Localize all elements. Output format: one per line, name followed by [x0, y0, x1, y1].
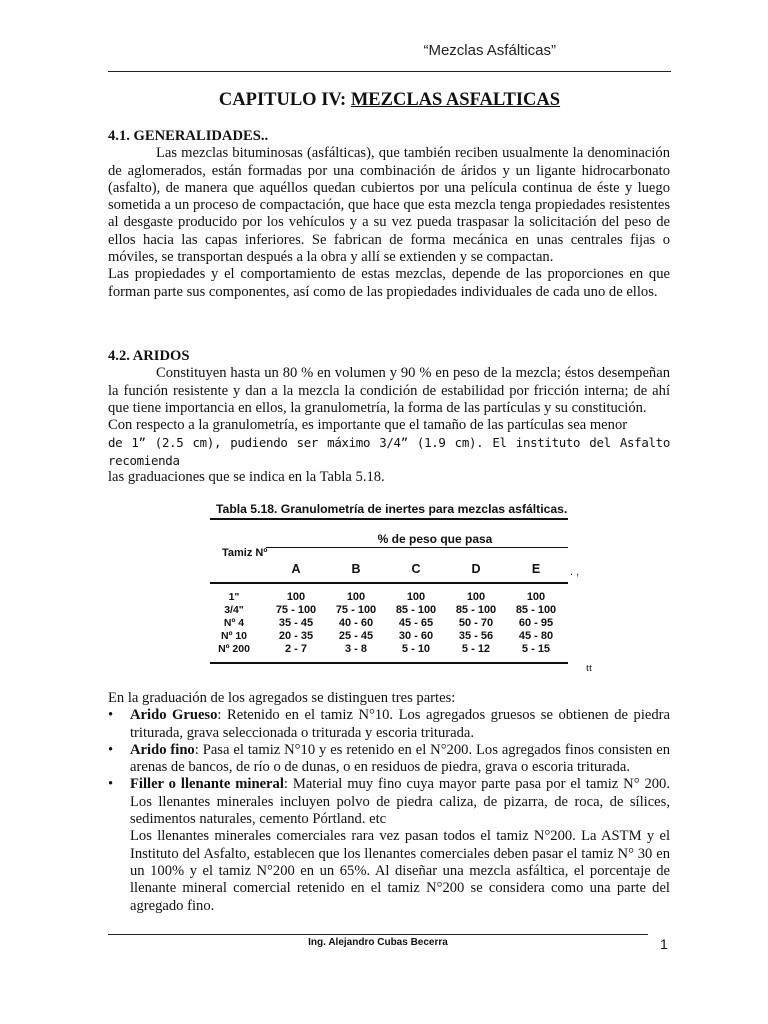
table-row-header: Tamiz Nº: [222, 547, 268, 559]
paragraph: Con respecto a la granulometría, es importante que el tamaño de las partículas sea menor: [108, 417, 628, 434]
list-item-text: : Pasa el tamiz N°10 y es retenido en el N°200. Los agregados finos consisten en arenas de bancos, de río o de dunas, o en residuos de piedra, grava o escoria triturada.: [130, 741, 670, 776]
table-cell: 100: [526, 591, 546, 603]
chapter-prefix: CAPITULO IV:: [218, 90, 351, 110]
table-trailing-mark: . ,: [570, 566, 580, 578]
bullet-icon: •: [108, 707, 114, 724]
table-cell: 50 - 70: [458, 617, 494, 629]
table-column-header: B: [351, 562, 361, 576]
section-agregados: [108, 690, 670, 915]
footer-author: Ing. Alejandro Cubas Becerra: [308, 937, 448, 948]
list-item-term: Arido fino: [130, 741, 195, 758]
table-cell: 100: [466, 591, 486, 603]
paragraph: Las propiedades y el comportamiento de estas mezclas, depende de las proporciones en que forman parte sus componentes, así como de las propiedades individuales de cada uno de ellos.: [108, 266, 670, 300]
table-cell: 100: [406, 591, 426, 603]
table-cell: 75 - 100: [275, 604, 317, 616]
table-cell: 85 - 100: [515, 604, 557, 616]
table-cell: 5 - 12: [461, 643, 491, 655]
paragraph-line: las graduaciones que se indica en la Tabla 5.18.: [108, 469, 385, 486]
table-cell: 5 - 10: [401, 643, 431, 655]
table-cell: 45 - 80: [518, 630, 554, 642]
table-cell: 85 - 100: [455, 604, 497, 616]
table-cell: 25 - 45: [338, 630, 374, 642]
table-cell: 85 - 100: [395, 604, 437, 616]
bullet-icon: •: [108, 776, 114, 793]
table-subheader: % de peso que pasa: [377, 532, 493, 546]
footer-rule: [108, 934, 648, 935]
table-row-label: 1": [228, 591, 240, 603]
section-heading: 4.1. GENERALIDADES..: [108, 128, 269, 144]
paragraph-line: de 1” (2.5 cm), pudiendo ser máximo 3/4” (1.9 cm). El instituto del Asfalto recomienda: [108, 435, 670, 468]
table-row-label: 3/4": [224, 604, 244, 616]
paragraph: Constituyen hasta un 80 % en volumen y 90 % en peso de la mezcla; éstos desempeñan la función resistente y dan a la mezcla la condición de estabilidad por fricción interna; de ahí que tiene importancia en ellos, la granulometría, la forma de las partículas y su constitución.: [108, 365, 670, 416]
table-cell: 100: [346, 591, 366, 603]
table-rule: [210, 518, 568, 520]
list-item-text: : Retenido en el tamiz N°10. Los agregados gruesos se obtienen de piedra triturada, grava seleccionada o triturada y escoria triturada.: [130, 707, 670, 741]
table-cell: 45 - 65: [398, 617, 434, 629]
list-item-extra: Los llenantes minerales comerciales rara vez pasan todos el tamiz N°200. La ASTM y el Instituto del Asfalto, establecen que los llenantes comerciales deben pasar el tamiz N° 30 en un 100% y el tamiz N°200 en un 65%. Al diseñar una mezcla asfáltica, el porcentaje de llenante mineral comercial retenido en el tamiz N°200 se considera como una parte del agregado fino.: [130, 828, 670, 914]
table-cell: 40 - 60: [338, 617, 374, 629]
header-rule: [108, 71, 671, 72]
list-item: [108, 742, 670, 777]
table-row-label: Nº 10: [220, 630, 247, 642]
list-item-text: : Material muy fino cuya mayor parte pasa por el tamiz N° 200. Los llenantes minerales incluyen polvo de piedra caliza, de pizarra, de roca, de sílices, sedimentos naturales, cemento Pórtland. etc: [130, 776, 670, 828]
table-cell: 5 - 15: [521, 643, 551, 655]
table-title: Tabla 5.18. Granulometría de inertes para mezclas asfálticas.: [216, 502, 568, 516]
table-cell: 2 - 7: [284, 643, 307, 655]
table-rule: [210, 582, 568, 584]
bullet-list: [108, 707, 670, 915]
granulometry-table-figure: [210, 494, 582, 670]
paragraph: Las mezclas bituminosas (asfálticas), que también reciben usualmente la denominación de aglomerados, están formadas por una combinación de áridos y un ligante hidrocarbonato (asfalto), de manera que aquéllos quedan cubiertos por una película continua de éste y luego sometida a un proceso de compactación, que hace que esta mezcla tenga propiedades resistentes al desgaste producido por los vehículos y a su vez pueda traspasar la solicitación del peso de ellos hacia las capas inferiores. Se fabrican de forma mecánica en unas centrales fijas o móviles, se transportan después a la obra y allí se extienden y se compactan.: [108, 145, 670, 266]
page-number: 1: [660, 936, 668, 952]
list-item: [108, 707, 670, 742]
table-cell: 100: [286, 591, 306, 603]
table-cell: 75 - 100: [335, 604, 377, 616]
table-cell: 30 - 60: [398, 630, 434, 642]
running-header: “Mezclas Asfálticas”: [423, 42, 556, 59]
section-generalidades: [108, 128, 670, 301]
table-cell: 35 - 45: [278, 617, 314, 629]
list-item-term: Arido Grueso: [130, 707, 218, 724]
table-column-header: C: [411, 562, 421, 576]
table-cell: 3 - 8: [344, 643, 367, 655]
table-rule: [210, 662, 568, 664]
bullet-icon: •: [108, 741, 114, 758]
table-subrule: [266, 547, 568, 548]
section-aridos: [108, 348, 670, 486]
stray-text: tt: [586, 662, 593, 674]
list-item: [108, 776, 670, 914]
table-row-label: Nº 4: [223, 617, 245, 629]
table-cell: 35 - 56: [458, 630, 494, 642]
table-column-header: D: [471, 562, 481, 576]
table-column-header: A: [291, 562, 301, 576]
chapter-title-text: MEZCLAS ASFALTICAS: [350, 90, 561, 110]
table-cell: 60 - 95: [518, 617, 554, 629]
table-column-header: E: [531, 562, 541, 576]
section-heading: 4.2. ARIDOS: [108, 348, 190, 364]
list-item-term: Filler o llenante mineral: [130, 776, 284, 793]
paragraph: En la graduación de los agregados se distinguen tres partes:: [108, 690, 456, 706]
chapter-title: [108, 90, 671, 111]
table-row-label: Nº 200: [218, 643, 250, 655]
table-cell: 20 - 35: [278, 630, 314, 642]
